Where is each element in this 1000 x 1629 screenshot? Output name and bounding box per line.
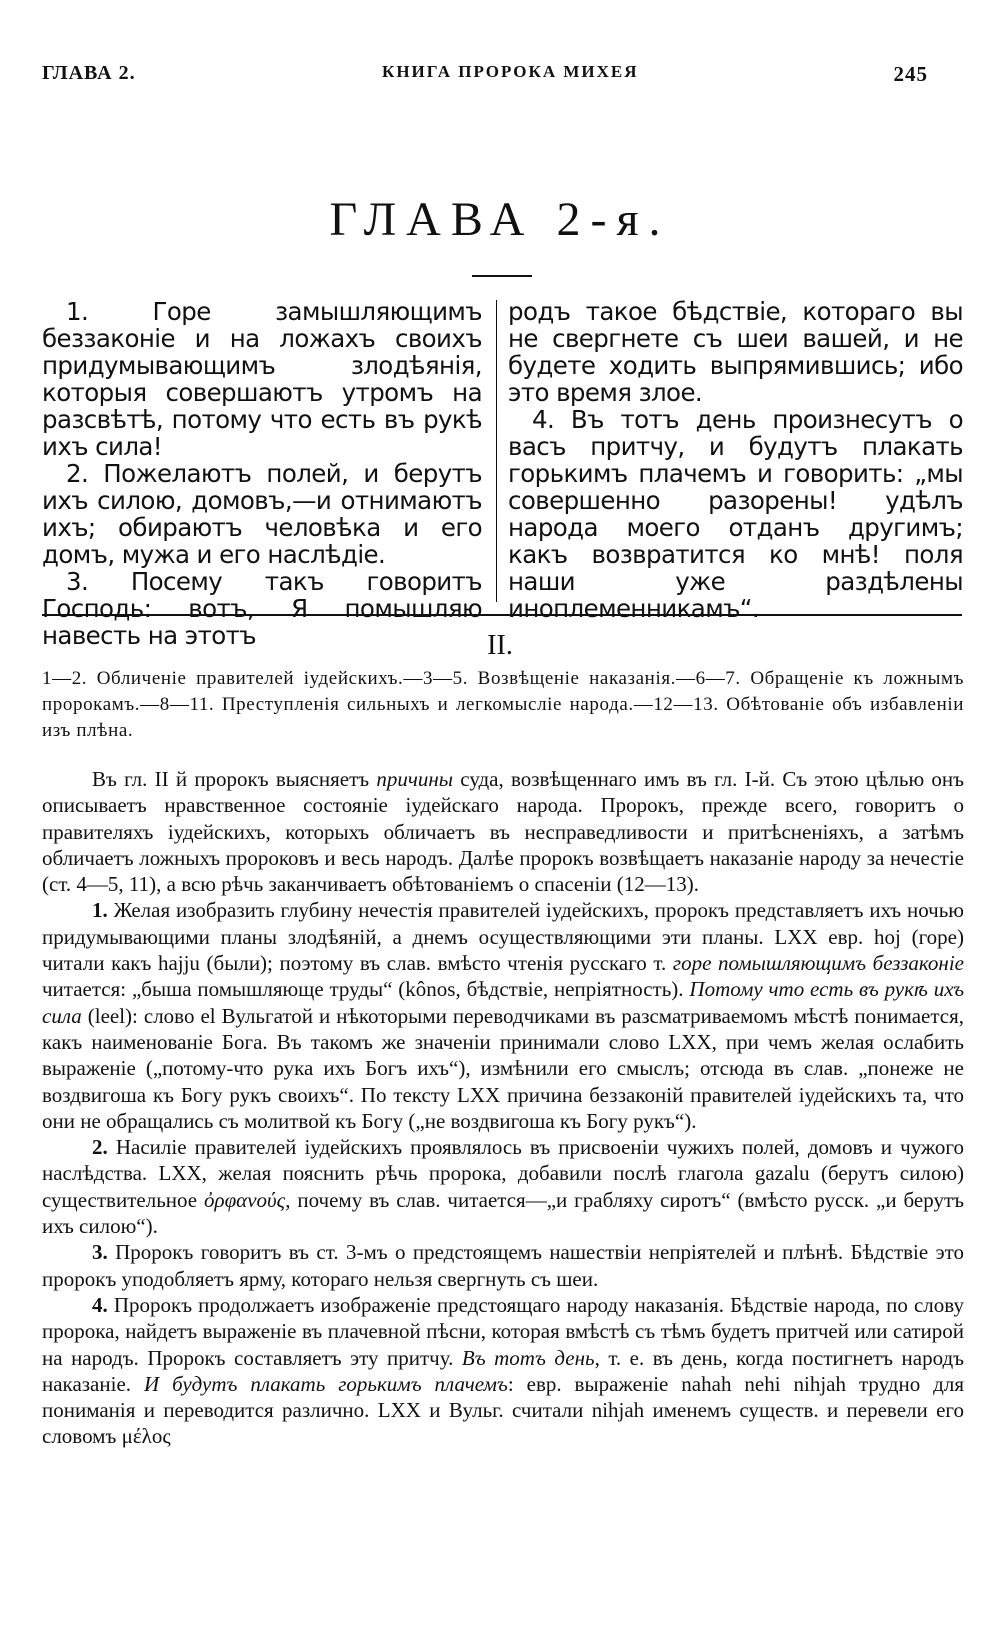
text: Насиліе правителей іудейскихъ проявлялось въ присвоеніи чужихъ полей, домовъ и чужого наслѣдства. LXX, желая пояснить рѣчь пророка, добавили послѣ глагола gazalu (берутъ силою) существительное bbox=[42, 1135, 964, 1212]
section-summary bbox=[42, 666, 964, 744]
commentary-verse-2 bbox=[42, 1134, 964, 1239]
title-rule bbox=[472, 275, 532, 277]
quoted-text: И будутъ плакать горькимъ плачемъ bbox=[143, 1371, 508, 1396]
greek-word: ὀρφανούς bbox=[203, 1187, 286, 1212]
commentary-verse-4 bbox=[42, 1292, 964, 1450]
running-head bbox=[42, 62, 928, 92]
text: (leel): слово el Вульгатой и нѣкоторыми переводчиками въ разсматриваемомъ мѣстѣ понимается, какъ наименованіе Бога. Въ такомъ же значеніи принимали слово LXX, при чемъ желая ослабить выраженіе („потому-что рука ихъ Богъ ихъ“), измѣнили его смыслъ; отсюда въ слав. „понеже не воздвигоша къ Богу рукъ своихъ“. По тексту LXX причина беззаконій правителей іудейскихъ та, что они не обращались съ молитвой къ Богу („не воздвигоша къ Богу рукъ“). bbox=[42, 1003, 964, 1133]
commentary bbox=[42, 766, 964, 1450]
header-chapter: ГЛАВА 2. bbox=[42, 62, 136, 84]
verse-4: 4. Въ тотъ день произнесутъ о васъ притчу, и будутъ плакать горькимъ плачемъ и говорить: „мы совершенно разорены! удѣлъ народа моего отданъ другимъ; какъ возвратится ко мнѣ! поля наши уже раздѣлены иноплеменникамъ“. bbox=[508, 405, 963, 623]
text: читается: „быша помышляюще труды“ (kônos, бѣдствіе, непріятность). bbox=[42, 977, 690, 1002]
summary-text: 1—2. Обличеніе правителей іудейскихъ.—3—5. Возвѣщеніе наказанія.—6—7. Обращеніе къ ложнымъ пророкамъ.—8—11. Преступленія сильныхъ и легкомысліе народа.—12—13. Обѣтованіе объ избавленіи изъ плѣна. bbox=[42, 668, 964, 741]
text: , т. е. въ день, когда постигнетъ народъ наказаніе. bbox=[42, 1345, 965, 1396]
verse-3-continued: родъ такое бѣдствіе, котораго вы не свергнете съ шеи вашей, и не будете ходить выпрямившись; ибо это время злое. bbox=[508, 297, 963, 407]
verse-number: 1. bbox=[92, 898, 108, 923]
section-rule bbox=[42, 614, 962, 616]
text: : евр. выраженіе nahah nehi nihjah трудно для пониманія и переводится различно. LXX и Вульг. считали nihjah именемъ существ. и перевели его словомъ μέλος bbox=[42, 1371, 964, 1449]
scripture-right-column bbox=[508, 298, 963, 622]
verse-3: 3. Посему такъ говоритъ Господь: вотъ, Я помышляю навесть на этотъ bbox=[42, 567, 482, 650]
verse-1: 1. Горе замышляющимъ беззаконіе и на ложахъ своихъ придумывающимъ злодѣянія, которыя совершаютъ утромъ на разсвѣтѣ, потому что есть въ рукѣ ихъ сила! bbox=[42, 297, 482, 461]
page-number: 245 bbox=[893, 62, 928, 86]
text: Желая изобразить глубину нечестія правителей іудейскихъ, пророкъ представляетъ ихъ ночью придумывающими планы злодѣяній, а днемъ осуществляющими эти планы. LXX евр. hoj (горе) читали какъ hajju (были); поэтому въ слав. вмѣсто чтенія русскаго т. bbox=[42, 898, 964, 976]
scripture-left-column bbox=[42, 298, 482, 649]
text: Пророкъ говоритъ въ ст. 3-мъ о предстоящемъ нашествіи непріятелей и плѣнѣ. Бѣдствіе это пророкъ уподобляетъ ярму, котораго нельзя свергнуть съ шеи. bbox=[42, 1240, 964, 1291]
verse-number: 4. bbox=[92, 1292, 108, 1317]
text: суда, возвѣщеннаго имъ въ гл. І-й. Съ этою цѣлью онъ описываетъ нравственное состояніе іудейскаго народа. Пророкъ, прежде всего, говоритъ о правителяхъ іудейскихъ, которыхъ обличаетъ въ несправедливости и притѣсненіяхъ, а затѣмъ обличаетъ ложныхъ пророковъ и весь народъ. Далѣе пророкъ возвѣщаетъ наказаніе народу за нечестіе (ст. 4—5, 11), а всю рѣчь заканчиваетъ обѣтованіемъ о спасеніи (12—13). bbox=[42, 767, 964, 897]
quoted-text: горе помышляющимъ беззаконіе bbox=[672, 951, 964, 976]
verse-number: 3. bbox=[92, 1240, 108, 1265]
verse-2: 2. Пожелаютъ полей, и берутъ ихъ силою, домовъ,—и отнимаютъ ихъ; обираютъ человѣка и его домъ, мужа и его наслѣдіе. bbox=[42, 459, 482, 569]
commentary-verse-1 bbox=[42, 897, 964, 1134]
chapter-title: ГЛАВА 2-я. bbox=[329, 193, 671, 246]
quoted-text: Потому что есть въ рукѣ ихъ сила bbox=[42, 977, 964, 1028]
emphasis: причины bbox=[376, 767, 454, 791]
quoted-text: Въ тотъ день bbox=[461, 1345, 595, 1370]
commentary-intro bbox=[42, 766, 964, 897]
verse-number: 2. bbox=[92, 1135, 108, 1160]
header-book-title: КНИГА ПРОРОКА МИХЕЯ bbox=[382, 62, 639, 81]
text: Въ гл. II й пророкъ выясняетъ bbox=[92, 767, 377, 791]
section-number: II. bbox=[487, 630, 513, 661]
commentary-verse-3 bbox=[42, 1239, 964, 1292]
text: , почему въ слав. читается—„и грабляху сиротъ“ (вмѣсто русск. „и берутъ ихъ силою“). bbox=[42, 1187, 964, 1239]
column-divider bbox=[496, 300, 497, 602]
text: Пророкъ продолжаетъ изображеніе предстоящаго народу наказанія. Бѣдствіе народа, по слову пророка, найдетъ выраженіе въ плачевной пѣсни, которая вмѣстѣ съ тѣмъ будетъ притчей или сатирой на народъ. Пророкъ составляетъ эту притчу. bbox=[42, 1292, 964, 1370]
